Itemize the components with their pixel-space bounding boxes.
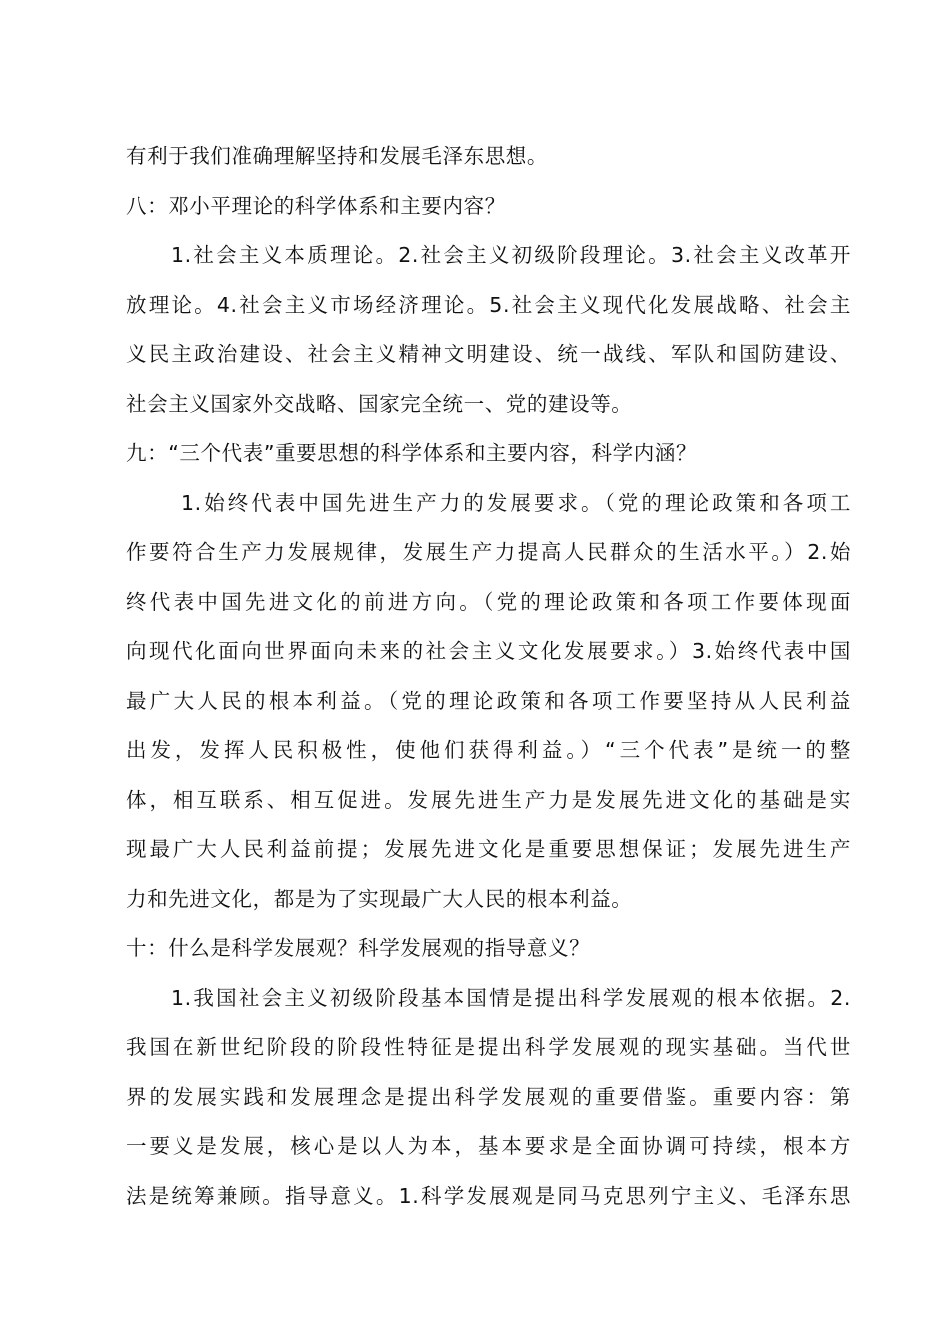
text-line-19: 我国在新世纪阶段的阶段性特征是提出科学发展观的现实基础。当代世: [126, 1035, 851, 1059]
text-line-10: 终代表中国先进文化的前进方向。（党的理论政策和各项工作要体现面: [126, 589, 851, 614]
text-line-1: 有利于我们准确理解坚持和发展毛泽东思想。: [126, 144, 548, 168]
text-line-22: 法是统筹兼顾。指导意义。1.科学发展观是同马克思列宁主义、毛泽东思: [126, 1183, 851, 1208]
heading-section-8: 八：邓小平理论的科学体系和主要内容？: [126, 193, 506, 218]
text-line-13: 出发，发挥人民积极性，使他们获得利益。）“三个代表”是统一的整: [126, 738, 851, 762]
text-line-21: 一要义是发展，核心是以人为本，基本要求是全面协调可持续，根本方: [126, 1134, 851, 1158]
heading-section-9: 九：“三个代表”重要思想的科学体系和主要内容，科学内涵？: [126, 441, 698, 465]
text-line-3: 1.社会主义本质理论。2.社会主义初级阶段理论。3.社会主义改革开: [171, 243, 851, 267]
text-line-5: 义民主政治建设、社会主义精神文明建设、统一战线、军队和国防建设、: [126, 342, 851, 366]
text-line-15: 现最广大人民利益前提；发展先进文化是重要思想保证；发展先进生产: [126, 837, 851, 861]
text-line-4: 放理论。4.社会主义市场经济理论。5.社会主义现代化发展战略、社会主: [126, 292, 851, 317]
text-line-18: 1.我国社会主义初级阶段基本国情是提出科学发展观的根本依据。2.: [171, 985, 851, 1010]
text-line-12: 最广大人民的根本利益。（党的理论政策和各项工作要坚持从人民利益: [126, 688, 851, 713]
heading-section-10: 十：什么是科学发展观？科学发展观的指导意义？: [126, 936, 591, 960]
document-page: [126, 132, 851, 1221]
text-line-11: 向现代化面向世界面向未来的社会主义文化发展要求。）3.始终代表中国: [126, 639, 851, 663]
text-line-6: 社会主义国家外交战略、国家完全统一、党的建设等。: [126, 391, 633, 416]
text-line-9: 作要符合生产力发展规律，发展生产力提高人民群众的生活水平。）2.始: [126, 540, 851, 564]
text-line-14: 体，相互联系、相互促进。发展先进生产力是发展先进文化的基础是实: [126, 787, 851, 812]
text-line-16: 力和先进文化，都是为了实现最广大人民的根本利益。: [126, 886, 633, 911]
text-line-20: 界的发展实践和发展理念是提出科学发展观的重要借鉴。重要内容：第: [126, 1084, 851, 1109]
text-line-8: 1.始终代表中国先进生产力的发展要求。（党的理论政策和各项工: [181, 490, 851, 515]
